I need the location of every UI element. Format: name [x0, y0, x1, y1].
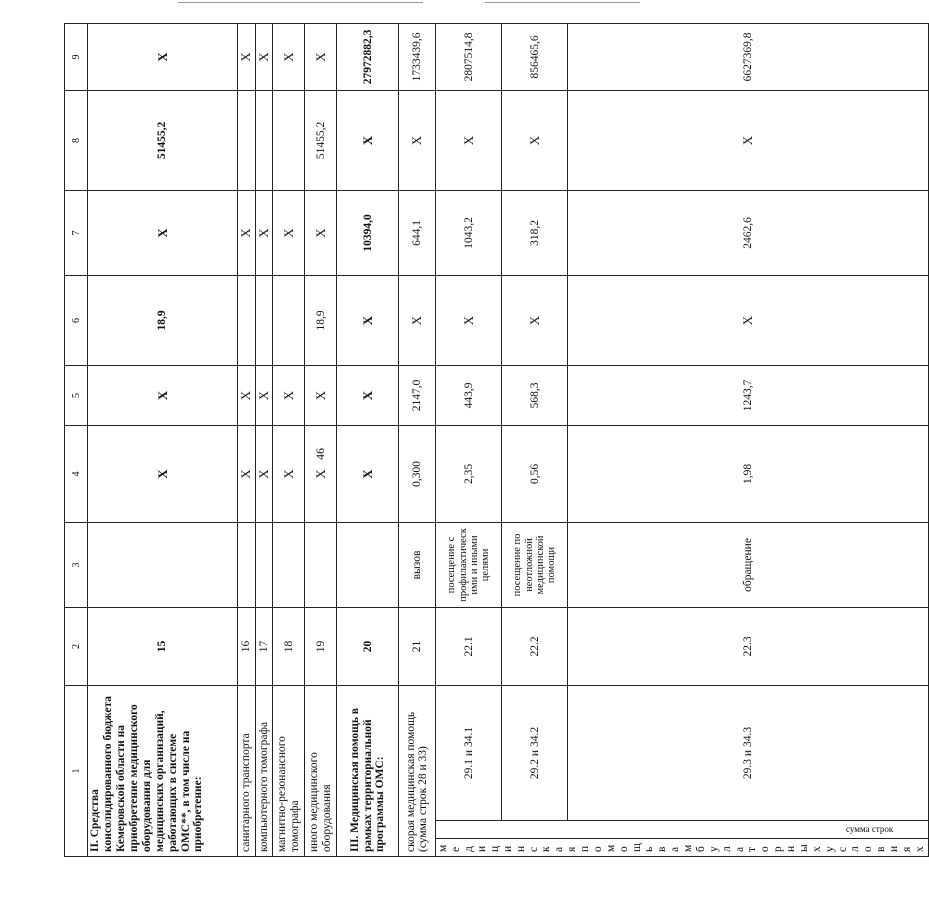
cell-c8 [273, 90, 305, 190]
cell-c7: X [88, 190, 238, 275]
col-number-3: 3 [65, 522, 88, 607]
sum-label [436, 821, 928, 839]
cell-c8: X [337, 90, 399, 190]
cell-c5: X [273, 365, 305, 425]
table-row [305, 23, 337, 856]
row-subref: 29.3 и 34.3 [568, 685, 928, 820]
cell-c5: 2147,0 [399, 365, 436, 425]
cell-c8: 51455,2 [88, 90, 238, 190]
row-number: 15 [88, 607, 238, 685]
cell-c4: X [337, 425, 399, 522]
row-name: иного медицинского оборудования [305, 685, 337, 856]
cell-c6: X [436, 275, 502, 365]
cell-c9: X [305, 23, 337, 90]
cell-c7: 1043,2 [436, 190, 502, 275]
sum-label-text: сумма строк [845, 824, 893, 834]
cell-c6 [238, 275, 256, 365]
cell-c6 [255, 275, 273, 365]
cell-c5: X [337, 365, 399, 425]
cell-c6: X [568, 275, 928, 365]
cell-c5: X [305, 365, 337, 425]
row-name: магнитно-резонансного томографа [273, 685, 305, 856]
cell-c9: 1733439,6 [399, 23, 436, 90]
cell-unit [337, 522, 399, 607]
col-number-1: 1 [65, 685, 88, 856]
cell-c9: X [273, 23, 305, 90]
cell-c4: X [88, 425, 238, 522]
row-number: 19 [305, 607, 337, 685]
col-number-6: 6 [65, 275, 88, 365]
row-name: компьютерного томографа [255, 685, 273, 856]
cell-c6: X [337, 275, 399, 365]
table-rotator [64, 29, 926, 857]
cell-c7: 10394,0 [337, 190, 399, 275]
col-number-5: 5 [65, 365, 88, 425]
table-row [399, 23, 436, 856]
cell-c7: X [305, 190, 337, 275]
cell-unit [238, 522, 256, 607]
row-number: 22.2 [502, 607, 568, 685]
table-row [88, 23, 238, 856]
cell-unit [88, 522, 238, 607]
table-row [238, 23, 256, 856]
row-number: 21 [399, 607, 436, 685]
cell-unit [305, 522, 337, 607]
column-number-row [65, 23, 88, 856]
cell-c4: X [273, 425, 305, 522]
row-number: 20 [337, 607, 399, 685]
cell-unit [273, 522, 305, 607]
top-rule-right [485, 2, 640, 3]
cell-unit [255, 522, 273, 607]
row-subref: 29.2 и 34.2 [502, 685, 568, 820]
cell-c8: 51455,2 [305, 90, 337, 190]
row-number: 17 [255, 607, 273, 685]
cell-c8: X [436, 90, 502, 190]
cell-c9: 856465,6 [502, 23, 568, 90]
cell-c9: X [88, 23, 238, 90]
cell-c4: 0,56 [502, 425, 568, 522]
cell-c5: 568,3 [502, 365, 568, 425]
cell-c9: 2807514,8 [436, 23, 502, 90]
cell-unit: вызов [399, 522, 436, 607]
cell-unit: посещение с профилактическими и иными целями [436, 522, 502, 607]
row-name: III. Медицинская помощь в рамках территориальной программы ОМС: [337, 685, 399, 856]
row-number: 18 [273, 607, 305, 685]
cell-c8: X [502, 90, 568, 190]
cell-c6: 18,9 [88, 275, 238, 365]
cell-c6 [273, 275, 305, 365]
row-name: санитарного транспорта [238, 685, 256, 856]
cell-c4: X [255, 425, 273, 522]
cell-c6: X [399, 275, 436, 365]
col-number-8: 8 [65, 90, 88, 190]
row-number: 16 [238, 607, 256, 685]
cell-c8: X [568, 90, 928, 190]
cell-unit: обращение [568, 522, 928, 607]
cell-unit: посещение по неотложной медицинской помощи [502, 522, 568, 607]
cell-c4: X [305, 425, 337, 522]
cell-c7: 2462,6 [568, 190, 928, 275]
cell-c6: X [502, 275, 568, 365]
cell-c8 [255, 90, 273, 190]
row-number: 22.3 [568, 607, 928, 685]
cell-c4: 0,300 [399, 425, 436, 522]
cell-c9: 27972882,3 [337, 23, 399, 90]
cell-c5: X [88, 365, 238, 425]
table-row [273, 23, 305, 856]
cell-c5: X [255, 365, 273, 425]
cell-c5: X [238, 365, 256, 425]
page-number: 46 [313, 448, 327, 460]
row-number: 22.1 [436, 607, 502, 685]
col-number-2: 2 [65, 607, 88, 685]
cell-c7: 644,1 [399, 190, 436, 275]
table-row [436, 23, 502, 856]
cell-c5: 443,9 [436, 365, 502, 425]
rotated-table-sheet [64, 29, 926, 857]
table-row [568, 23, 928, 856]
top-rule-left [178, 2, 423, 3]
cell-c9: 6627369,8 [568, 23, 928, 90]
cell-c4: X [238, 425, 256, 522]
table-row [255, 23, 273, 856]
cell-c6: 18,9 [305, 275, 337, 365]
cell-c7: X [273, 190, 305, 275]
cell-c5: 1243,7 [568, 365, 928, 425]
group-22-name: медицинская помощь в амбулаторных условиях [436, 839, 928, 857]
table-row [337, 23, 399, 856]
cell-c4: 1,98 [568, 425, 928, 522]
row-name: скорая медицинская помощь (сумма строк 28 и 33) [399, 685, 436, 856]
table-row [502, 23, 568, 856]
row-name: II. Средства консолидированного бюджета Кемеровской области на приобретение медицинского оборудования для медицинских организаций, работающих в системе ОМС**, в том числе на приобретение: [88, 685, 238, 856]
cell-c8 [238, 90, 256, 190]
col-number-9: 9 [65, 23, 88, 90]
col-number-7: 7 [65, 190, 88, 275]
cell-c8: X [399, 90, 436, 190]
cell-c4: 2,35 [436, 425, 502, 522]
row-subref: 29.1 и 34.1 [436, 685, 502, 820]
cell-c9: X [255, 23, 273, 90]
cell-c7: X [238, 190, 256, 275]
col-number-4: 4 [65, 425, 88, 522]
cell-c7: 318,2 [502, 190, 568, 275]
cell-c9: X [238, 23, 256, 90]
cell-c7: X [255, 190, 273, 275]
financing-table [64, 23, 929, 857]
